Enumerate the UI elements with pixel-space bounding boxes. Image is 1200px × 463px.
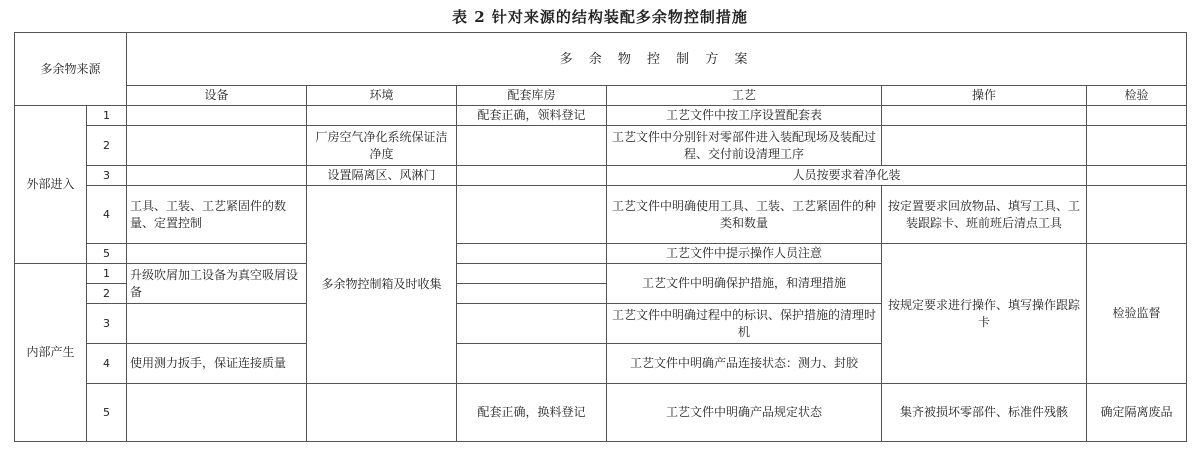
header-row: [15, 33, 1187, 86]
cell-inspection-merged: 检验监督: [1087, 244, 1187, 384]
cell-warehouse: [457, 244, 607, 264]
cell-equipment: [127, 166, 307, 186]
cell-equipment: 升级吹屑加工设备为真空吸屑设备: [127, 264, 307, 304]
cell-process: 工艺文件中明确保护措施，和清理措施: [607, 264, 882, 304]
cell-warehouse: 配套正确，领料登记: [457, 106, 607, 126]
row-number: 3: [87, 304, 127, 344]
table-row: [15, 166, 1187, 186]
cell-warehouse: [457, 264, 607, 284]
row-number: 5: [87, 244, 127, 264]
cell-warehouse: [457, 166, 607, 186]
table-row: [15, 106, 1187, 126]
cell-process: 工艺文件中提示操作人员注意: [607, 244, 882, 264]
group-external: 外部进入: [15, 106, 87, 264]
table-row: [15, 384, 1187, 442]
cell-equipment: 工具、工装、工艺紧固件的数量、定置控制: [127, 186, 307, 244]
cell-inspection: 确定隔离废品: [1087, 384, 1187, 442]
cell-equipment: [127, 126, 307, 166]
cell-environment: [307, 384, 457, 442]
cell-process-operation: 人员按要求着净化装: [607, 166, 1087, 186]
col-inspection: 检验: [1087, 86, 1187, 106]
col-equipment: 设备: [127, 86, 307, 106]
cell-environment: 厂房空气净化系统保证洁净度: [307, 126, 457, 166]
cell-process: 工艺文件中明确产品规定状态: [607, 384, 882, 442]
cell-inspection: [1087, 166, 1187, 186]
row-number: 1: [87, 106, 127, 126]
cell-warehouse: [457, 304, 607, 344]
cell-environment: [307, 106, 457, 126]
cell-inspection: [1087, 186, 1187, 244]
cell-environment-merged: 多余物控制箱及时收集: [307, 186, 457, 384]
table-row: [15, 126, 1187, 166]
cell-process: 工艺文件中分别针对零部件进入装配现场及装配过程、交付前设清理工序: [607, 126, 882, 166]
group-internal: 内部产生: [15, 264, 87, 442]
cell-process: 工艺文件中明确产品连接状态：测力、封胶: [607, 344, 882, 384]
cell-equipment: [127, 304, 307, 344]
row-number: 2: [87, 284, 127, 304]
table-row: [15, 186, 1187, 244]
cell-warehouse: [457, 186, 607, 244]
row-number: 1: [87, 264, 127, 284]
control-measures-table: [14, 32, 1187, 442]
col-warehouse: 配套库房: [457, 86, 607, 106]
cell-process: 工艺文件中明确使用工具、工装、工艺紧固件的种类和数量: [607, 186, 882, 244]
cell-operation: [882, 126, 1087, 166]
cell-warehouse: [457, 284, 607, 304]
source-header: 多余物来源: [15, 33, 127, 106]
table-row: [15, 244, 1187, 264]
cell-equipment: 使用测力扳手，保证连接质量: [127, 344, 307, 384]
cell-warehouse: [457, 344, 607, 384]
col-operation: 操作: [882, 86, 1087, 106]
cell-operation: 按定置要求回放物品、填写工具、工装跟踪卡、班前班后清点工具: [882, 186, 1087, 244]
cell-process: 工艺文件中明确过程中的标识、保护措施的清理时机: [607, 304, 882, 344]
cell-operation: [882, 106, 1087, 126]
cell-operation: 集齐被损坏零部件、标准件残骸: [882, 384, 1087, 442]
cell-operation-merged: 按规定要求进行操作、填写操作跟踪卡: [882, 244, 1087, 384]
row-number: 5: [87, 384, 127, 442]
row-number: 2: [87, 126, 127, 166]
row-number: 4: [87, 186, 127, 244]
row-number: 3: [87, 166, 127, 186]
cell-inspection: [1087, 126, 1187, 166]
column-header-row: [15, 86, 1187, 106]
col-environment: 环境: [307, 86, 457, 106]
cell-environment: 设置隔离区、风淋门: [307, 166, 457, 186]
cell-inspection: [1087, 106, 1187, 126]
plan-header: 多 余 物 控 制 方 案: [127, 33, 1187, 86]
cell-warehouse: [457, 126, 607, 166]
cell-equipment: [127, 106, 307, 126]
cell-process: 工艺文件中按工序设置配套表: [607, 106, 882, 126]
cell-equipment: [127, 384, 307, 442]
cell-warehouse: 配套正确，换料登记: [457, 384, 607, 442]
table-title: 表 2 针对来源的结构装配多余物控制措施: [452, 8, 748, 26]
col-process: 工艺: [607, 86, 882, 106]
row-number: 4: [87, 344, 127, 384]
cell-equipment: [127, 244, 307, 264]
